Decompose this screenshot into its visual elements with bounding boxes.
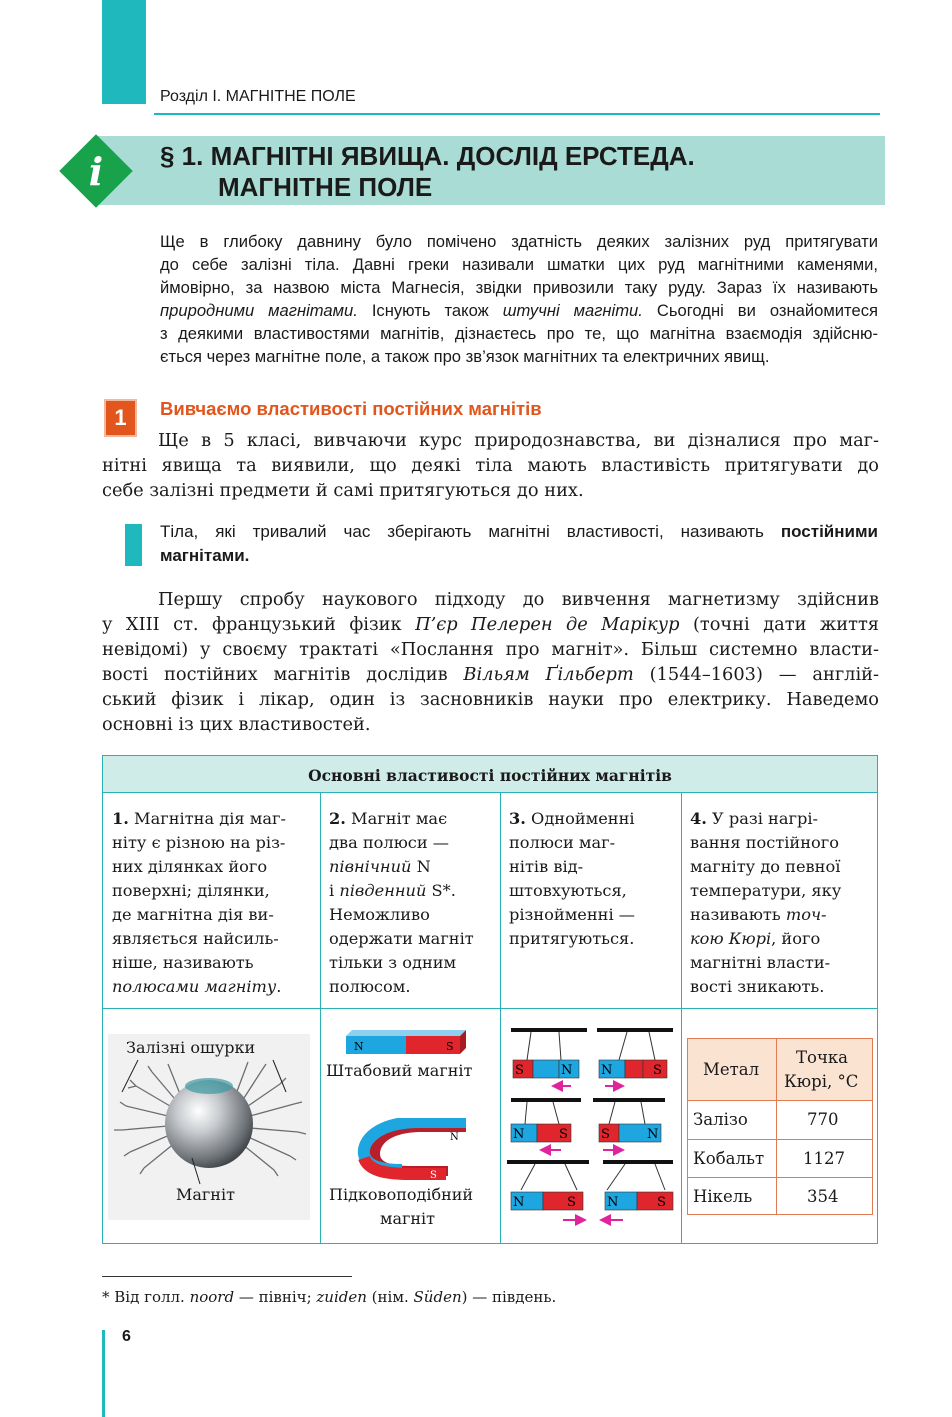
- property-term: полюсами магніту: [112, 977, 277, 996]
- chapter-title: Розділ І. МАГНІТНЕ ПОЛЕ: [160, 88, 356, 105]
- pole-n-label: N: [601, 1063, 613, 1078]
- info-icon-letter: i: [88, 149, 104, 194]
- property-text: називають: [690, 905, 786, 924]
- horseshoe-magnet: [340, 1118, 470, 1184]
- paragraph-line: Ще в 5 класі, вивчаючи курс природознавства, ви дізналися про маг-: [158, 430, 879, 451]
- intro-line: ймовірно, за назвою міста Магнесія, звідки привозили таку руду. Зараз їх називають: [160, 278, 878, 297]
- intro-line: [160, 299, 878, 322]
- bar-magnet: [340, 1025, 470, 1065]
- pole-n-label: N: [450, 1132, 459, 1143]
- curie-temperature: 770: [807, 1110, 839, 1129]
- property-text: і: [329, 881, 340, 900]
- pole-n-label: N: [607, 1195, 619, 1210]
- table-divider: [688, 1100, 872, 1101]
- definition-marker: [125, 524, 142, 566]
- paragraph-line: основні із цих властивостей.: [102, 714, 371, 735]
- thread: [527, 1032, 531, 1060]
- property-3-line: штовхуються,: [509, 881, 627, 900]
- property-1-line: них ділянках його: [112, 857, 268, 876]
- property-term: південний: [339, 881, 427, 900]
- curie-metal: Залізо: [693, 1110, 748, 1129]
- curie-header-metal: Метал: [703, 1060, 760, 1079]
- footnote-term: noord: [189, 1288, 235, 1306]
- thread: [609, 1102, 615, 1124]
- property-text: Магнітна дія маг-: [128, 809, 286, 828]
- property-4-line: магнітні власти-: [690, 953, 831, 972]
- definition-line: [160, 520, 878, 544]
- property-4-line: [690, 903, 826, 927]
- paragraph-line: нітні явища та виявили, що деякі тіла мають властивість притягувати до: [102, 455, 879, 476]
- property-4-line: вості зникають.: [690, 977, 825, 996]
- magnet-south: [637, 1192, 673, 1210]
- intro-line: ється через магнітне поле, а також про зв’язок магнітних та електричних явищ.: [160, 347, 770, 366]
- property-3-line: різнойменні —: [509, 905, 635, 924]
- thread: [553, 1102, 559, 1124]
- iron-filings-label: Залізні ошурки: [126, 1038, 256, 1057]
- intro-line: Ще в глибоку давнину було помічено здатність деяких залізних руд притягувати: [160, 232, 878, 251]
- magnet-label: Магніт: [176, 1185, 235, 1204]
- header-divider: [154, 113, 880, 115]
- definition-text: Тіла, які тривалий час зберігають магнітні властивості, називають: [160, 522, 781, 541]
- property-3-line: нітів від-: [509, 857, 584, 876]
- definition-term: постійними: [780, 522, 878, 541]
- intro-line: до себе залізні тіла. Давні греки називали шматки цих руд магнітними каменями,: [160, 255, 878, 274]
- paragraph-line: Першу спробу наукового підходу до вивчення магнетизму здійснив: [158, 589, 879, 610]
- property-number: 1.: [112, 809, 129, 828]
- pole-n-label: N: [561, 1063, 573, 1078]
- paragraph-line: невідомі) у своєму трактаті «Послання про магніт». Більш системно власти-: [102, 639, 879, 660]
- pole-interaction-diagram: [505, 1022, 677, 1232]
- property-number: 2.: [329, 809, 346, 828]
- magnet-sphere-cap: [185, 1078, 233, 1094]
- thread: [641, 1102, 645, 1124]
- magnet-south: [625, 1060, 643, 1078]
- property-3-line: притягуються.: [509, 929, 635, 948]
- curie-metal: Нікель: [693, 1187, 753, 1206]
- pole-s-label: S: [567, 1195, 576, 1210]
- paragraph-text: (1544–1603) — англій-: [633, 664, 879, 685]
- footnote-term: zuiden: [316, 1288, 367, 1306]
- properties-table-title: Основні властивості постійних магнітів: [308, 766, 672, 785]
- curie-temperature: 354: [807, 1187, 839, 1206]
- page-accent-bar: [102, 1330, 105, 1417]
- footnote-text: (нім.: [366, 1288, 414, 1306]
- intro-line: з деякими властивостями магнітів, дізнаєтесь про те, що магнітна взаємодія здійсню-: [160, 324, 878, 343]
- paragraph-text: у XIII ст. французький фізик: [102, 614, 416, 635]
- footnote-text: — північ;: [234, 1288, 317, 1306]
- curie-metal: Кобальт: [693, 1149, 765, 1168]
- section-number-badge: 1: [104, 399, 137, 437]
- property-2-line: Неможливо: [329, 905, 430, 924]
- property-2-line: полюсом.: [329, 977, 411, 996]
- table-divider: [681, 792, 682, 1244]
- thread: [649, 1032, 655, 1060]
- table-divider: [688, 1139, 872, 1140]
- property-4-line: температури, яку: [690, 881, 842, 900]
- horseshoe-magnet-label: магніт: [380, 1209, 435, 1228]
- pole-s-label: S: [446, 1040, 454, 1053]
- intro-text: Існують також: [357, 301, 503, 320]
- pole-n-label: N: [354, 1040, 364, 1053]
- property-1-line: [112, 975, 281, 999]
- property-number: 3.: [509, 809, 526, 828]
- table-divider: [776, 1039, 777, 1214]
- intro-term: природними магнітами.: [160, 301, 358, 320]
- header-accent-bar: [102, 0, 146, 104]
- magnet-south: [543, 1192, 583, 1210]
- thread: [655, 1164, 665, 1190]
- intro-text: Сьогодні ви ознайомитеся: [642, 301, 878, 320]
- thread: [525, 1102, 527, 1124]
- bar-magnet-top: [346, 1030, 466, 1036]
- page-number: 6: [122, 1328, 131, 1345]
- property-2-line: [329, 807, 447, 831]
- pole-n-label: N: [513, 1195, 525, 1210]
- property-1-line: поверхні; ділянки,: [112, 881, 270, 900]
- property-text: , його: [771, 929, 821, 948]
- definition-term: магнітами.: [160, 546, 250, 565]
- property-number: 4.: [690, 809, 707, 828]
- property-4-line: [690, 807, 818, 831]
- property-term: кою Кюрі: [690, 929, 772, 948]
- person-name: Вільям Ґільберт: [463, 664, 634, 685]
- property-2-line: два полюси —: [329, 833, 449, 852]
- footnote-text: * Від голл.: [102, 1288, 190, 1306]
- pole-s-label: S: [653, 1063, 662, 1078]
- property-text: S*.: [426, 881, 456, 900]
- paragraph-line: [102, 662, 879, 687]
- property-3-line: полюси маг-: [509, 833, 616, 852]
- curie-temperature: 1127: [803, 1149, 845, 1168]
- property-term: північний: [329, 857, 412, 876]
- horseshoe-magnet-label: Підковоподібний: [329, 1185, 474, 1204]
- definition-line: [160, 544, 878, 568]
- person-name: П’єр Пелерен де Марікур: [415, 614, 680, 635]
- intro-term: штучні магніти.: [502, 301, 643, 320]
- property-4-line: вання постійного: [690, 833, 839, 852]
- curie-header-point: Кюрі, °С: [784, 1072, 859, 1091]
- pole-s-label: S: [515, 1063, 524, 1078]
- property-text: У разі нагрі-: [706, 809, 818, 828]
- thread: [619, 1032, 627, 1060]
- magnet-pairs: [507, 1030, 673, 1220]
- property-text: .: [276, 977, 282, 996]
- page-title-line-2: МАГНІТНЕ ПОЛЕ: [218, 172, 433, 202]
- paragraph-text: (точні дати життя: [679, 614, 879, 635]
- property-2-line: [329, 855, 431, 879]
- table-divider: [500, 792, 501, 1244]
- property-1-line: ніту є різною на різ-: [112, 833, 286, 852]
- footnote: [102, 1288, 556, 1306]
- property-2-line: одержати магніт: [329, 929, 474, 948]
- property-text: N: [411, 857, 431, 876]
- pole-s-label: S: [657, 1195, 666, 1210]
- property-3-line: [509, 807, 635, 831]
- page-title-line-1: § 1. МАГНІТНІ ЯВИЩА. ДОСЛІД ЕРСТЕДА.: [160, 141, 695, 171]
- table-divider: [320, 792, 321, 1244]
- paragraph-line: себе залізні предмети й самі притягуються до них.: [102, 480, 584, 501]
- pole-s-label: S: [559, 1127, 568, 1142]
- property-text: Магніт має: [345, 809, 448, 828]
- thread: [565, 1164, 577, 1190]
- property-term: точ-: [785, 905, 827, 924]
- property-2-line: [329, 879, 456, 903]
- property-4-line: магніту до певної: [690, 857, 841, 876]
- property-1-line: ніше, називають: [112, 953, 254, 972]
- pole-n-label: N: [513, 1127, 525, 1142]
- curie-header-point: Точка: [796, 1048, 848, 1067]
- property-1-line: являється найсиль-: [112, 929, 279, 948]
- property-1-line: де магнітна дія ви-: [112, 905, 274, 924]
- property-1-line: [112, 807, 286, 831]
- thread: [607, 1164, 625, 1190]
- pole-s-label: S: [430, 1170, 437, 1181]
- paragraph-line: ський фізик і лікар, один із засновників науки про електрику. Наведемо: [102, 689, 879, 710]
- property-4-line: [690, 927, 820, 951]
- thread: [559, 1032, 561, 1060]
- thread: [521, 1164, 535, 1190]
- property-2-line: тільки з одним: [329, 953, 457, 972]
- footnote-term: Süden: [413, 1288, 462, 1306]
- footnote-divider: [102, 1276, 352, 1277]
- bar-magnet-label: Штабовий магніт: [326, 1061, 473, 1080]
- property-text: Однойменні: [525, 809, 635, 828]
- pole-n-label: N: [647, 1127, 659, 1142]
- footnote-text: ) — південь.: [461, 1288, 557, 1306]
- magnet-north: [533, 1060, 559, 1078]
- paragraph-text: вості постійних магнітів дослідив: [102, 664, 464, 685]
- paragraph-line: [102, 612, 879, 637]
- table-divider: [688, 1177, 872, 1178]
- pole-s-label: S: [601, 1127, 610, 1142]
- table-divider: [103, 1008, 877, 1009]
- section-heading: Вивчаємо властивості постійних магнітів: [160, 398, 542, 419]
